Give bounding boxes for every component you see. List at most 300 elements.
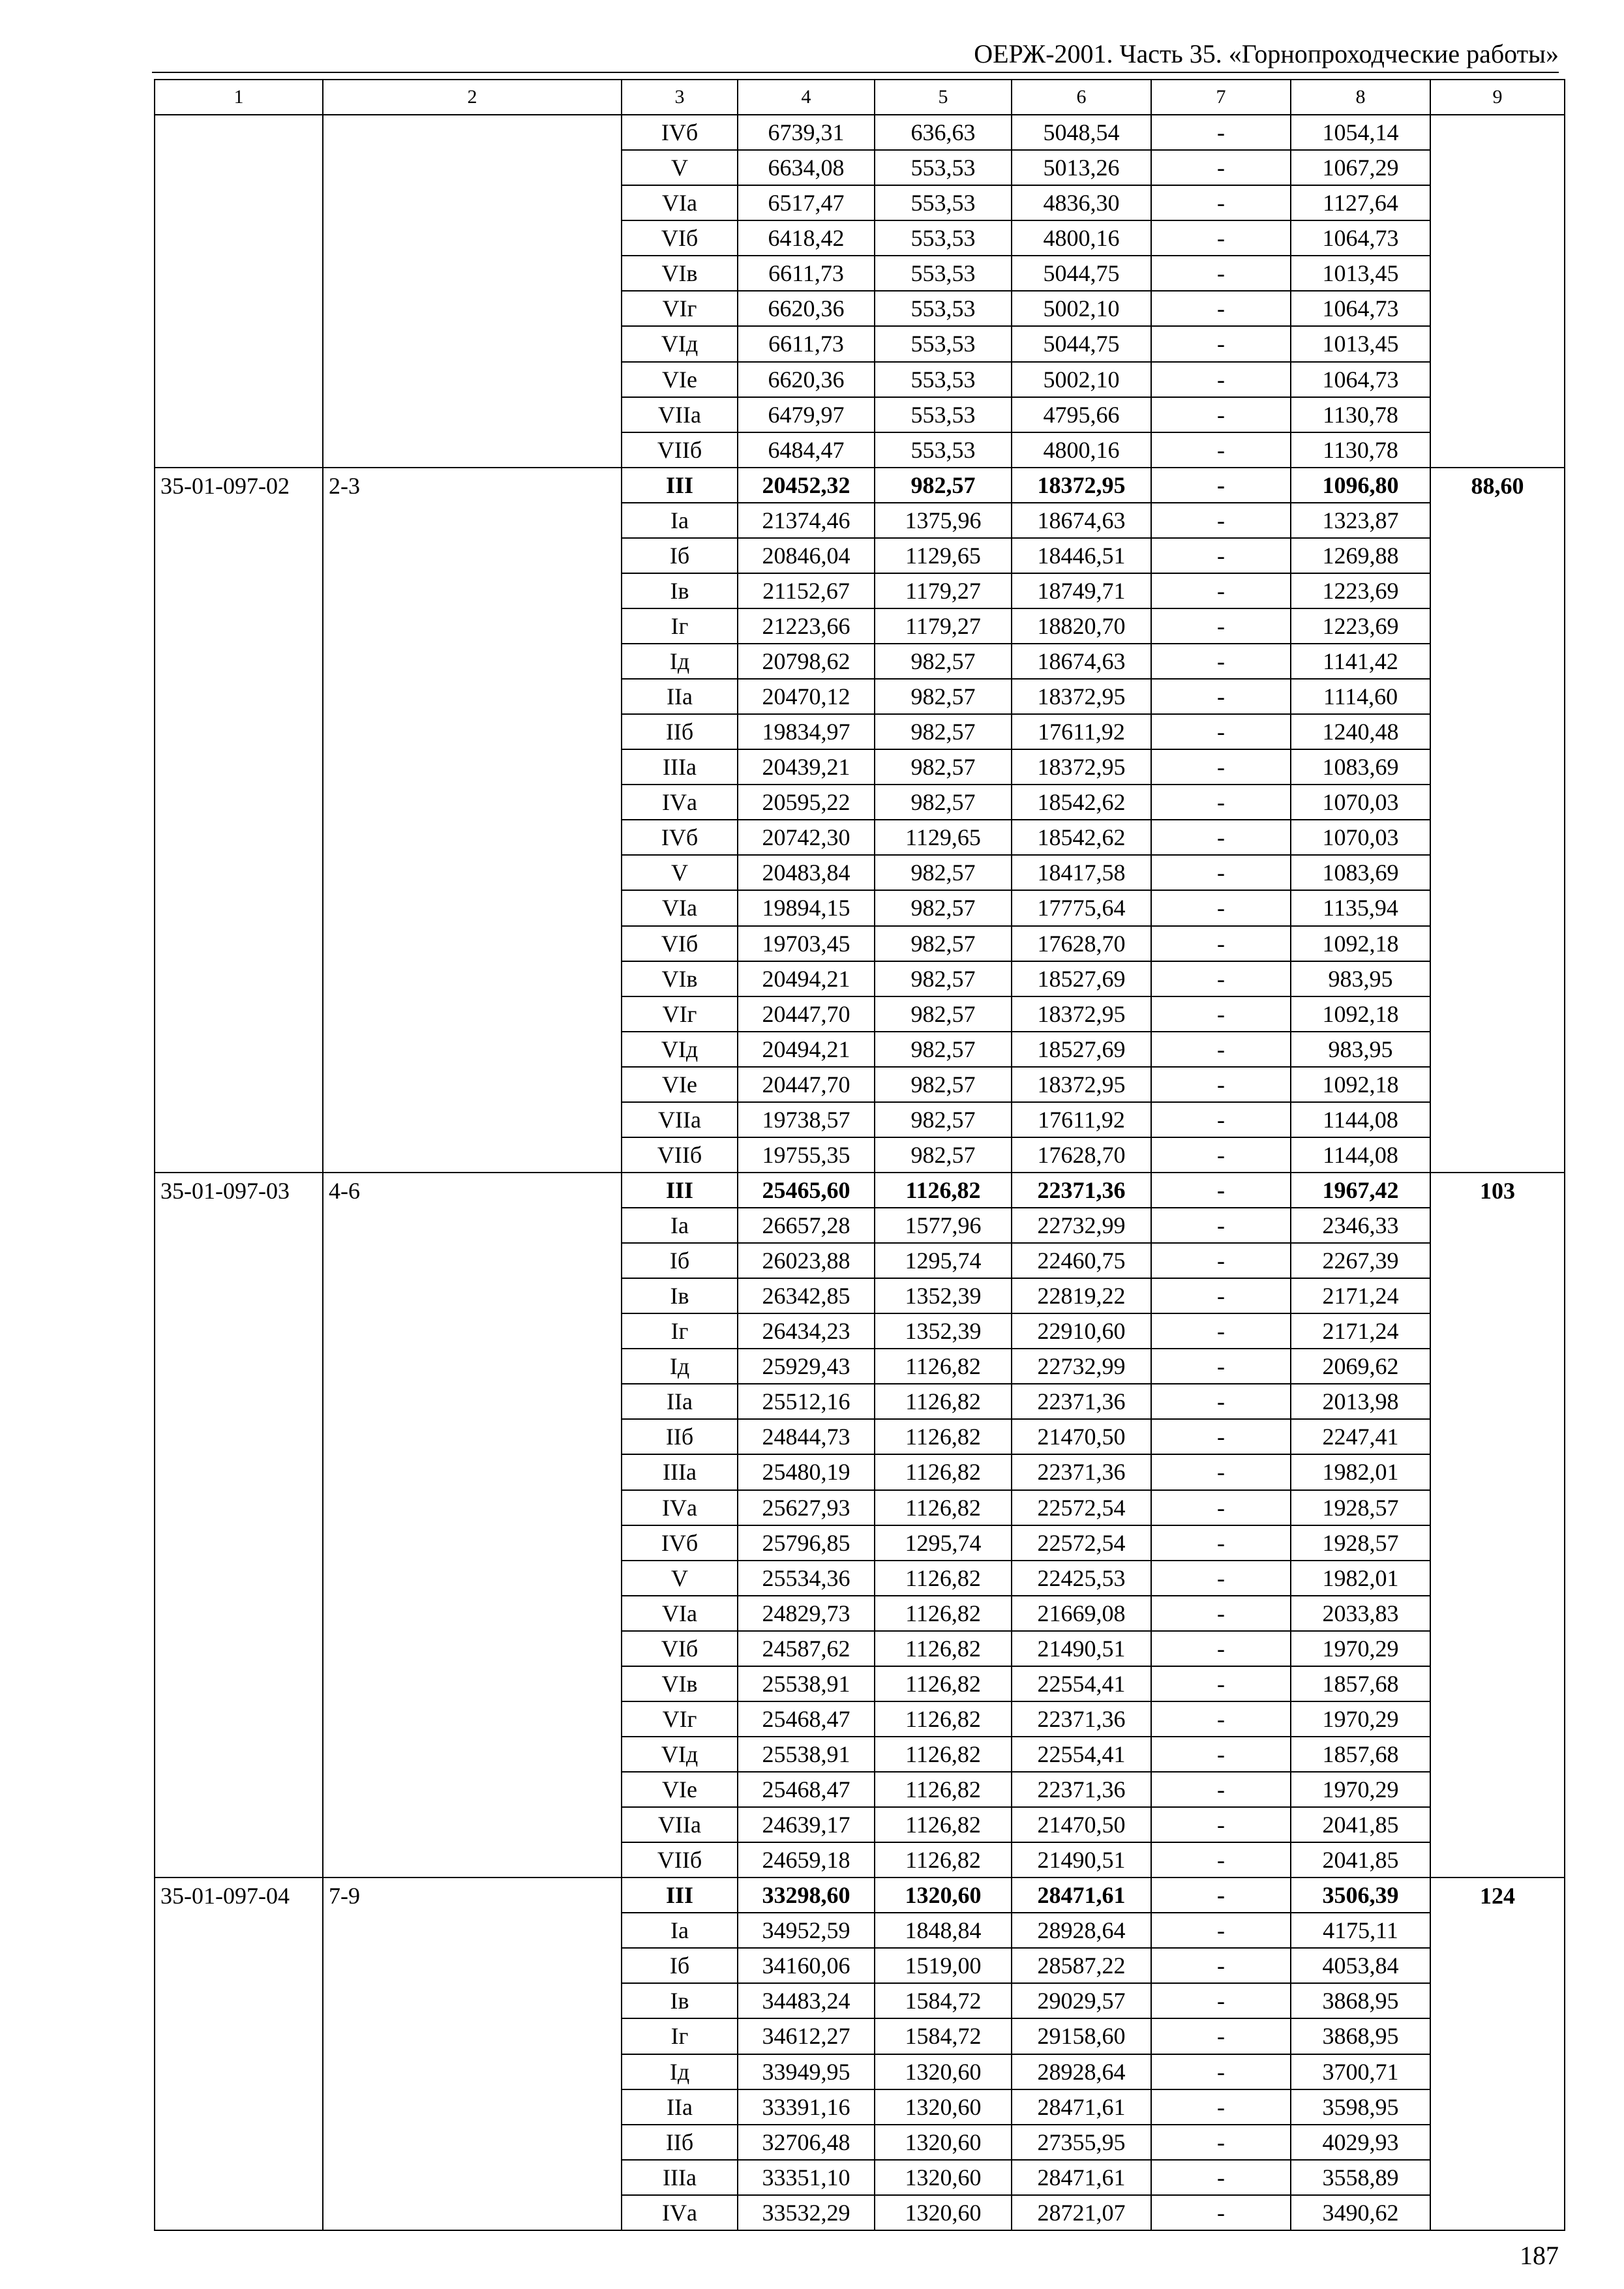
- class-cell: VIа: [622, 185, 738, 220]
- class-cell: Iд: [622, 644, 738, 679]
- class-cell: III: [622, 1173, 738, 1208]
- value-cell-col6: 21470,50: [1012, 1807, 1151, 1842]
- value-cell-col4: 33391,16: [738, 2089, 875, 2125]
- value-cell-col5: 982,57: [875, 468, 1012, 503]
- value-cell-col8: 2033,83: [1291, 1596, 1430, 1631]
- value-cell-col7: -: [1151, 185, 1291, 220]
- value-cell-col4: 25796,85: [738, 1525, 875, 1561]
- value-cell-col5: 1126,82: [875, 1490, 1012, 1525]
- value-cell-col7: -: [1151, 256, 1291, 291]
- value-cell-col4: 24829,73: [738, 1596, 875, 1631]
- value-cell-col6: 28471,61: [1012, 2089, 1151, 2125]
- value-cell-col4: 32706,48: [738, 2125, 875, 2160]
- value-cell-col6: 21490,51: [1012, 1842, 1151, 1878]
- class-cell: Iб: [622, 1243, 738, 1278]
- value-cell-col5: 982,57: [875, 855, 1012, 890]
- value-cell-col8: 1114,60: [1291, 679, 1430, 714]
- item-code: 35-01-097-02: [155, 468, 323, 1173]
- value-cell-col7: -: [1151, 503, 1291, 538]
- value-cell-col8: 1970,29: [1291, 1631, 1430, 1666]
- value-cell-col7: -: [1151, 1243, 1291, 1278]
- value-cell-col6: 22732,99: [1012, 1349, 1151, 1384]
- class-cell: Iв: [622, 1983, 738, 2018]
- value-cell-col8: 1857,68: [1291, 1666, 1430, 1701]
- value-cell-col5: 1126,82: [875, 1454, 1012, 1489]
- value-cell-col5: 982,57: [875, 644, 1012, 679]
- value-cell-col4: 21374,46: [738, 503, 875, 538]
- class-cell: IVб: [622, 1525, 738, 1561]
- value-cell-col6: 21490,51: [1012, 1631, 1151, 1666]
- value-cell-col7: -: [1151, 397, 1291, 432]
- value-cell-col8: 2171,24: [1291, 1278, 1430, 1313]
- value-cell-col6: 28471,61: [1012, 2160, 1151, 2195]
- class-cell: Iг: [622, 608, 738, 644]
- value-cell-col4: 20470,12: [738, 679, 875, 714]
- class-cell: Iа: [622, 1913, 738, 1948]
- value-cell-col4: 24639,17: [738, 1807, 875, 1842]
- class-cell: VIв: [622, 961, 738, 996]
- value-cell-col6: 22371,36: [1012, 1173, 1151, 1208]
- value-cell-col5: 1320,60: [875, 2160, 1012, 2195]
- value-cell-col6: 17775,64: [1012, 890, 1151, 925]
- value-cell-col6: 5002,10: [1012, 291, 1151, 326]
- value-cell-col6: 5044,75: [1012, 326, 1151, 361]
- class-cell: VIIб: [622, 1842, 738, 1878]
- header-rule: [152, 72, 1559, 73]
- value-cell-col4: 26342,85: [738, 1278, 875, 1313]
- value-cell-col7: -: [1151, 1842, 1291, 1878]
- value-cell-col8: 1982,01: [1291, 1561, 1430, 1596]
- value-cell-col7: -: [1151, 1913, 1291, 1948]
- class-cell: Iа: [622, 503, 738, 538]
- value-cell-col8: 1141,42: [1291, 644, 1430, 679]
- value-cell-col7: -: [1151, 1983, 1291, 2018]
- value-cell-col8: 1013,45: [1291, 256, 1430, 291]
- value-cell-col8: 1070,03: [1291, 820, 1430, 855]
- value-cell-col8: 2247,41: [1291, 1419, 1430, 1454]
- value-cell-col7: -: [1151, 644, 1291, 679]
- value-cell-col5: 1584,72: [875, 2018, 1012, 2054]
- value-cell-col6: 4836,30: [1012, 185, 1151, 220]
- value-cell-col6: 22572,54: [1012, 1525, 1151, 1561]
- value-cell-col5: 1375,96: [875, 503, 1012, 538]
- class-cell: IVа: [622, 2195, 738, 2230]
- value-cell-col4: 25468,47: [738, 1772, 875, 1807]
- value-cell-col8: 1970,29: [1291, 1701, 1430, 1737]
- item-range: 7-9: [323, 1878, 622, 2230]
- value-cell-col5: 982,57: [875, 785, 1012, 820]
- value-cell-col5: 1352,39: [875, 1313, 1012, 1349]
- value-cell-col7: -: [1151, 362, 1291, 397]
- value-cell-col5: 553,53: [875, 432, 1012, 468]
- value-cell-col6: 17611,92: [1012, 714, 1151, 749]
- value-cell-col6: 18446,51: [1012, 538, 1151, 573]
- value-cell-col5: 1577,96: [875, 1208, 1012, 1243]
- class-cell: VIб: [622, 220, 738, 256]
- class-cell: Iг: [622, 2018, 738, 2054]
- class-cell: VIб: [622, 1631, 738, 1666]
- value-cell-col6: 22554,41: [1012, 1737, 1151, 1772]
- value-cell-col5: 982,57: [875, 714, 1012, 749]
- value-cell-col7: -: [1151, 608, 1291, 644]
- class-cell: VIIа: [622, 397, 738, 432]
- value-cell-col4: 19738,57: [738, 1102, 875, 1137]
- value-cell-col4: 24659,18: [738, 1842, 875, 1878]
- value-cell-col8: 1096,80: [1291, 468, 1430, 503]
- value-cell-col8: 1269,88: [1291, 538, 1430, 573]
- value-cell-col7: -: [1151, 1278, 1291, 1313]
- class-cell: VIг: [622, 291, 738, 326]
- value-cell-col4: 21152,67: [738, 573, 875, 608]
- value-cell-col8: 1064,73: [1291, 291, 1430, 326]
- class-cell: IVб: [622, 820, 738, 855]
- value-cell-col6: 18674,63: [1012, 644, 1151, 679]
- column-number: 6: [1012, 80, 1151, 115]
- value-cell-col4: 34483,24: [738, 1983, 875, 2018]
- class-cell: VIд: [622, 1737, 738, 1772]
- value-cell-col6: 18674,63: [1012, 503, 1151, 538]
- value-cell-col7: -: [1151, 150, 1291, 185]
- table-body: [155, 80, 1565, 2230]
- class-cell: Iб: [622, 538, 738, 573]
- value-cell-col6: 18372,95: [1012, 1067, 1151, 1102]
- value-cell-col6: 4795,66: [1012, 397, 1151, 432]
- class-cell: Iв: [622, 573, 738, 608]
- value-cell-col4: 21223,66: [738, 608, 875, 644]
- value-cell-col6: 22819,22: [1012, 1278, 1151, 1313]
- value-cell-col8: 1064,73: [1291, 220, 1430, 256]
- value-cell-col7: -: [1151, 1349, 1291, 1384]
- value-cell-col5: 1320,60: [875, 2195, 1012, 2230]
- value-cell-col4: 25468,47: [738, 1701, 875, 1737]
- value-cell-col6: 4800,16: [1012, 220, 1151, 256]
- value-cell-col8: 1928,57: [1291, 1490, 1430, 1525]
- value-cell-col8: 1083,69: [1291, 855, 1430, 890]
- value-cell-col4: 33532,29: [738, 2195, 875, 2230]
- value-cell-col7: -: [1151, 1173, 1291, 1208]
- value-cell-col4: 6634,08: [738, 150, 875, 185]
- value-cell-col8: 4029,93: [1291, 2125, 1430, 2160]
- class-cell: IIа: [622, 679, 738, 714]
- value-cell-col5: 1126,82: [875, 1419, 1012, 1454]
- value-cell-col8: 2267,39: [1291, 1243, 1430, 1278]
- value-cell-col5: 1179,27: [875, 573, 1012, 608]
- value-cell-col7: -: [1151, 1631, 1291, 1666]
- value-cell-col5: 553,53: [875, 220, 1012, 256]
- value-cell-col4: 25627,93: [738, 1490, 875, 1525]
- value-cell-col5: 636,63: [875, 115, 1012, 150]
- item-col9-value: 88,60: [1430, 468, 1565, 1173]
- column-number: 3: [622, 80, 738, 115]
- value-cell-col7: -: [1151, 2125, 1291, 2160]
- value-cell-col7: -: [1151, 1737, 1291, 1772]
- value-cell-col5: 1320,60: [875, 2054, 1012, 2089]
- class-cell: VIд: [622, 1032, 738, 1067]
- value-cell-col8: 2013,98: [1291, 1384, 1430, 1419]
- value-cell-col5: 982,57: [875, 1137, 1012, 1173]
- value-cell-col7: -: [1151, 1807, 1291, 1842]
- value-cell-col7: -: [1151, 1419, 1291, 1454]
- value-cell-col8: 2171,24: [1291, 1313, 1430, 1349]
- value-cell-col5: 1126,82: [875, 1596, 1012, 1631]
- value-cell-col6: 22572,54: [1012, 1490, 1151, 1525]
- value-cell-col4: 6620,36: [738, 362, 875, 397]
- value-cell-col8: 1092,18: [1291, 996, 1430, 1032]
- column-number-row: [155, 80, 1565, 115]
- page-number: 187: [1520, 2241, 1559, 2270]
- value-cell-col4: 6611,73: [738, 256, 875, 291]
- value-cell-col5: 1320,60: [875, 2125, 1012, 2160]
- value-cell-col5: 1584,72: [875, 1983, 1012, 2018]
- value-cell-col7: -: [1151, 220, 1291, 256]
- value-cell-col5: 1179,27: [875, 608, 1012, 644]
- value-cell-col7: -: [1151, 1032, 1291, 1067]
- value-cell-col8: 1970,29: [1291, 1772, 1430, 1807]
- value-cell-col7: -: [1151, 1596, 1291, 1631]
- value-cell-col6: 21470,50: [1012, 1419, 1151, 1454]
- value-cell-col5: 1126,82: [875, 1561, 1012, 1596]
- value-cell-col6: 22425,53: [1012, 1561, 1151, 1596]
- value-cell-col5: 1295,74: [875, 1243, 1012, 1278]
- value-cell-col6: 22732,99: [1012, 1208, 1151, 1243]
- value-cell-col8: 1928,57: [1291, 1525, 1430, 1561]
- value-cell-col7: -: [1151, 1948, 1291, 1983]
- value-cell-col5: 1320,60: [875, 2089, 1012, 2125]
- class-cell: V: [622, 855, 738, 890]
- value-cell-col6: 18372,95: [1012, 468, 1151, 503]
- value-cell-col6: 5002,10: [1012, 362, 1151, 397]
- value-cell-col4: 6517,47: [738, 185, 875, 220]
- class-cell: VIIа: [622, 1807, 738, 1842]
- item-range: 4-6: [323, 1173, 622, 1878]
- class-cell: VIа: [622, 890, 738, 925]
- value-cell-col8: 1982,01: [1291, 1454, 1430, 1489]
- class-cell: VIд: [622, 326, 738, 361]
- value-cell-col8: 1144,08: [1291, 1137, 1430, 1173]
- value-cell-col5: 1848,84: [875, 1913, 1012, 1948]
- value-cell-col7: -: [1151, 1102, 1291, 1137]
- code-cell-empty: [155, 115, 323, 468]
- value-cell-col8: 1092,18: [1291, 926, 1430, 961]
- value-cell-col5: 982,57: [875, 1067, 1012, 1102]
- value-cell-col5: 1126,82: [875, 1631, 1012, 1666]
- value-cell-col7: -: [1151, 1561, 1291, 1596]
- value-cell-col4: 26434,23: [738, 1313, 875, 1349]
- value-cell-col8: 1070,03: [1291, 785, 1430, 820]
- price-table: [154, 79, 1565, 2231]
- class-cell: III: [622, 1878, 738, 1913]
- value-cell-col7: -: [1151, 1701, 1291, 1737]
- value-cell-col8: 4175,11: [1291, 1913, 1430, 1948]
- value-cell-col8: 2041,85: [1291, 1842, 1430, 1878]
- value-cell-col5: 1126,82: [875, 1384, 1012, 1419]
- value-cell-col4: 6484,47: [738, 432, 875, 468]
- value-cell-col7: -: [1151, 1067, 1291, 1102]
- value-cell-col8: 3598,95: [1291, 2089, 1430, 2125]
- value-cell-col8: 1130,78: [1291, 432, 1430, 468]
- value-cell-col7: -: [1151, 890, 1291, 925]
- value-cell-col5: 1126,82: [875, 1666, 1012, 1701]
- value-cell-col8: 2041,85: [1291, 1807, 1430, 1842]
- class-cell: VIе: [622, 1772, 738, 1807]
- class-cell: VIIа: [622, 1102, 738, 1137]
- value-cell-col8: 1144,08: [1291, 1102, 1430, 1137]
- value-cell-col4: 20742,30: [738, 820, 875, 855]
- value-cell-col4: 26023,88: [738, 1243, 875, 1278]
- value-cell-col5: 1126,82: [875, 1349, 1012, 1384]
- value-cell-col6: 22371,36: [1012, 1384, 1151, 1419]
- column-number: 2: [323, 80, 622, 115]
- value-cell-col5: 1295,74: [875, 1525, 1012, 1561]
- value-cell-col6: 18372,95: [1012, 679, 1151, 714]
- class-cell: Iв: [622, 1278, 738, 1313]
- value-cell-col4: 34160,06: [738, 1948, 875, 1983]
- class-cell: VIе: [622, 1067, 738, 1102]
- class-cell: VIб: [622, 926, 738, 961]
- value-cell-col4: 20447,70: [738, 996, 875, 1032]
- class-cell: Iб: [622, 1948, 738, 1983]
- value-cell-col6: 17628,70: [1012, 1137, 1151, 1173]
- class-cell: IIб: [622, 1419, 738, 1454]
- table-row: [155, 468, 1565, 503]
- column-number: 9: [1430, 80, 1565, 115]
- value-cell-col7: -: [1151, 115, 1291, 150]
- value-cell-col4: 19703,45: [738, 926, 875, 961]
- class-cell: VIв: [622, 256, 738, 291]
- value-cell-col6: 18417,58: [1012, 855, 1151, 890]
- class-cell: Iа: [622, 1208, 738, 1243]
- table-row: [155, 1173, 1565, 1208]
- value-cell-col7: -: [1151, 714, 1291, 749]
- value-cell-col5: 1320,60: [875, 1878, 1012, 1913]
- value-cell-col7: -: [1151, 1208, 1291, 1243]
- value-cell-col7: -: [1151, 432, 1291, 468]
- value-cell-col6: 5044,75: [1012, 256, 1151, 291]
- class-cell: IIб: [622, 714, 738, 749]
- value-cell-col6: 28928,64: [1012, 2054, 1151, 2089]
- value-cell-col6: 18527,69: [1012, 1032, 1151, 1067]
- value-cell-col7: -: [1151, 326, 1291, 361]
- value-cell-col5: 553,53: [875, 291, 1012, 326]
- value-cell-col4: 24844,73: [738, 1419, 875, 1454]
- value-cell-col7: -: [1151, 573, 1291, 608]
- value-cell-col8: 4053,84: [1291, 1948, 1430, 1983]
- value-cell-col5: 1126,82: [875, 1173, 1012, 1208]
- value-cell-col4: 19755,35: [738, 1137, 875, 1173]
- class-cell: V: [622, 150, 738, 185]
- value-cell-col5: 1129,65: [875, 820, 1012, 855]
- class-cell: VIг: [622, 1701, 738, 1737]
- value-cell-col6: 18749,71: [1012, 573, 1151, 608]
- value-cell-col6: 18542,62: [1012, 785, 1151, 820]
- value-cell-col7: -: [1151, 926, 1291, 961]
- value-cell-col4: 6611,73: [738, 326, 875, 361]
- value-cell-col6: 18527,69: [1012, 961, 1151, 996]
- value-cell-col7: -: [1151, 1313, 1291, 1349]
- value-cell-col6: 18542,62: [1012, 820, 1151, 855]
- value-cell-col5: 553,53: [875, 397, 1012, 432]
- value-cell-col7: -: [1151, 1137, 1291, 1173]
- class-cell: VIв: [622, 1666, 738, 1701]
- column-number: 7: [1151, 80, 1291, 115]
- class-cell: IVа: [622, 785, 738, 820]
- value-cell-col7: -: [1151, 2054, 1291, 2089]
- class-cell: VIIб: [622, 1137, 738, 1173]
- value-cell-col8: 3558,89: [1291, 2160, 1430, 2195]
- value-cell-col4: 20798,62: [738, 644, 875, 679]
- table-row: [155, 1878, 1565, 1913]
- value-cell-col8: 3700,71: [1291, 2054, 1430, 2089]
- table-row: [155, 115, 1565, 150]
- value-cell-col5: 982,57: [875, 1102, 1012, 1137]
- value-cell-col7: -: [1151, 1666, 1291, 1701]
- value-cell-col4: 20439,21: [738, 749, 875, 785]
- value-cell-col5: 1519,00: [875, 1948, 1012, 1983]
- value-cell-col6: 28587,22: [1012, 1948, 1151, 1983]
- value-cell-col7: -: [1151, 2089, 1291, 2125]
- item-col9-value: 124: [1430, 1878, 1565, 2230]
- class-cell: VIIб: [622, 432, 738, 468]
- value-cell-col7: -: [1151, 2018, 1291, 2054]
- value-cell-col4: 33949,95: [738, 2054, 875, 2089]
- value-cell-col8: 2346,33: [1291, 1208, 1430, 1243]
- value-cell-col5: 982,57: [875, 679, 1012, 714]
- class-cell: IVа: [622, 1490, 738, 1525]
- class-cell: IIа: [622, 2089, 738, 2125]
- item-range: 2-3: [323, 468, 622, 1173]
- item-col9-value: 103: [1430, 1173, 1565, 1878]
- item-code: 35-01-097-03: [155, 1173, 323, 1878]
- value-cell-col7: -: [1151, 961, 1291, 996]
- value-cell-col7: -: [1151, 1772, 1291, 1807]
- value-cell-col4: 25538,91: [738, 1666, 875, 1701]
- value-cell-col6: 17611,92: [1012, 1102, 1151, 1137]
- value-cell-col7: -: [1151, 855, 1291, 890]
- value-cell-col8: 1067,29: [1291, 150, 1430, 185]
- class-cell: IIб: [622, 2125, 738, 2160]
- value-cell-col5: 553,53: [875, 150, 1012, 185]
- class-cell: Iд: [622, 2054, 738, 2089]
- value-cell-col4: 6418,42: [738, 220, 875, 256]
- value-cell-col6: 22554,41: [1012, 1666, 1151, 1701]
- value-cell-col5: 982,57: [875, 1032, 1012, 1067]
- value-cell-col4: 20494,21: [738, 1032, 875, 1067]
- value-cell-col5: 982,57: [875, 749, 1012, 785]
- value-cell-col8: 1967,42: [1291, 1173, 1430, 1208]
- value-cell-col5: 553,53: [875, 326, 1012, 361]
- class-cell: V: [622, 1561, 738, 1596]
- value-cell-col7: -: [1151, 1384, 1291, 1419]
- value-cell-col7: -: [1151, 1454, 1291, 1489]
- value-cell-col5: 1126,82: [875, 1701, 1012, 1737]
- column-number: 1: [155, 80, 323, 115]
- value-cell-col6: 18372,95: [1012, 996, 1151, 1032]
- value-cell-col7: -: [1151, 468, 1291, 503]
- value-cell-col5: 1126,82: [875, 1737, 1012, 1772]
- value-cell-col4: 20846,04: [738, 538, 875, 573]
- value-cell-col4: 20494,21: [738, 961, 875, 996]
- class-cell: VIг: [622, 996, 738, 1032]
- column-number: 4: [738, 80, 875, 115]
- value-cell-col5: 553,53: [875, 362, 1012, 397]
- class-cell: VIе: [622, 362, 738, 397]
- value-cell-col5: 982,57: [875, 926, 1012, 961]
- item-code: 35-01-097-04: [155, 1878, 323, 2230]
- value-cell-col7: -: [1151, 1525, 1291, 1561]
- running-header: ОЕРЖ-2001. Часть 35. «Горнопроходческие работы»: [974, 39, 1559, 68]
- value-cell-col8: 1127,64: [1291, 185, 1430, 220]
- value-cell-col8: 2069,62: [1291, 1349, 1430, 1384]
